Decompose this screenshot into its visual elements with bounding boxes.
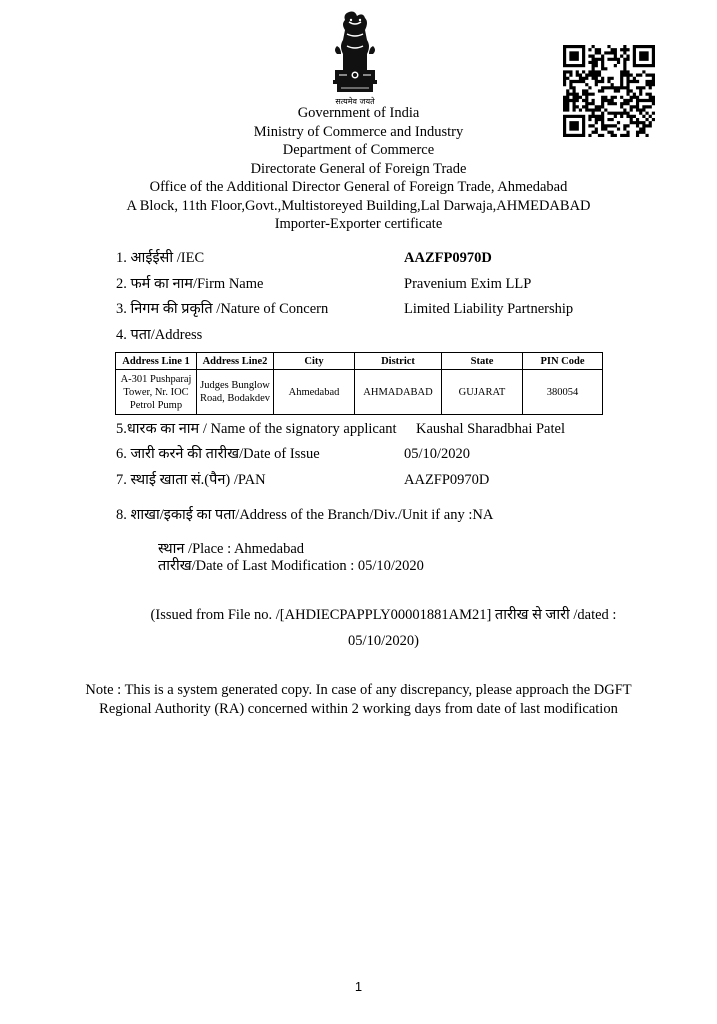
- cell-state: GUJARAT: [442, 370, 523, 415]
- date-of-issue-label: 6. जारी करने की तारीख/Date of Issue: [116, 446, 320, 462]
- cell-address-line1: [116, 370, 197, 415]
- branch-address-label: 8. शाखा/इकाई का पता/Address of the Branch/Div./Unit if any :NA: [116, 507, 494, 523]
- col-city: City: [274, 353, 355, 370]
- header-department: Department of Commerce: [282, 142, 435, 158]
- nature-of-concern-value: Limited Liability Partnership: [404, 301, 574, 317]
- col-district: District: [355, 353, 442, 370]
- header-directorate: Directorate General of Foreign Trade: [250, 160, 467, 177]
- table-row: [116, 370, 603, 415]
- col-address-line1: Address Line 1: [116, 353, 197, 370]
- last-modification-line: तारीख/Date of Last Modification : 05/10/2020: [158, 558, 424, 574]
- header-government: Government of India: [297, 105, 420, 121]
- place-line: स्थान /Place : Ahmedabad: [158, 541, 305, 557]
- address-table-header-row: [116, 353, 603, 370]
- col-state: State: [442, 353, 523, 370]
- header-office: Office of the Additional Director General of Foreign Trade, Ahmedabad: [149, 179, 568, 195]
- date-of-issue-value: 05/10/2020: [404, 446, 471, 462]
- header-ministry: Ministry of Commerce and Industry: [253, 123, 464, 140]
- iec-label: 1. आईईसी /IEC: [116, 250, 205, 266]
- pan-label: 7. स्थाई खाता सं.(पैन) /PAN: [116, 472, 266, 488]
- col-pin: PIN Code: [523, 353, 603, 370]
- issued-from-file-line2: 05/10/2020): [348, 633, 419, 649]
- cell-text: Petrol Pump: [129, 399, 183, 411]
- cell-city: Ahmedabad: [274, 370, 355, 415]
- note-line1: Note : This is a system generated copy. In case of any discrepancy, please approach the DGFT: [85, 682, 632, 698]
- national-emblem: [327, 10, 383, 110]
- page-number: 1: [354, 979, 363, 994]
- cell-text: Judges Bunglow: [200, 380, 270, 391]
- nature-of-concern-label: 3. निगम की प्रकृति /Nature of Concern: [116, 301, 329, 317]
- address-table: [115, 352, 603, 415]
- col-address-line2: Address Line2: [197, 353, 274, 370]
- cell-address-line2: [197, 370, 274, 415]
- document-title: Importer-Exporter certificate: [274, 216, 443, 232]
- cell-district: AHMADABAD: [355, 370, 442, 415]
- pan-value: AAZFP0970D: [404, 472, 490, 488]
- signatory-label: 5.धारक का नाम / Name of the signatory applicant: [116, 421, 397, 437]
- issued-from-file-line1: (Issued from File no. /[AHDIECPAPPLY00001881AM21] तारीख से जारी /dated :: [150, 607, 617, 623]
- firm-name-value: Pravenium Exim LLP: [404, 276, 532, 292]
- iec-value: AAZFP0970D: [404, 250, 492, 266]
- address-label: 4. पता/Address: [116, 327, 203, 343]
- cell-text: A-301 Pushparaj: [120, 373, 192, 385]
- firm-name-label: 2. फर्म का नाम/Firm Name: [116, 276, 264, 292]
- signatory-value: Kaushal Sharadbhai Patel: [416, 421, 565, 437]
- cell-text: Road, Bodakdev: [200, 393, 270, 404]
- cell-text: Tower, Nr. IOC: [123, 386, 189, 398]
- note-line2: Regional Authority (RA) concerned within 2 working days from date of last modification: [99, 700, 618, 717]
- cell-pin: 380054: [523, 370, 603, 415]
- emblem-motto: सत्यमेव जयते: [335, 97, 375, 106]
- header-office-address: A Block, 11th Floor,Govt.,Multistoreyed Building,Lal Darwaja,AHMEDABAD: [126, 197, 591, 214]
- national-emblem-icon: [327, 10, 383, 110]
